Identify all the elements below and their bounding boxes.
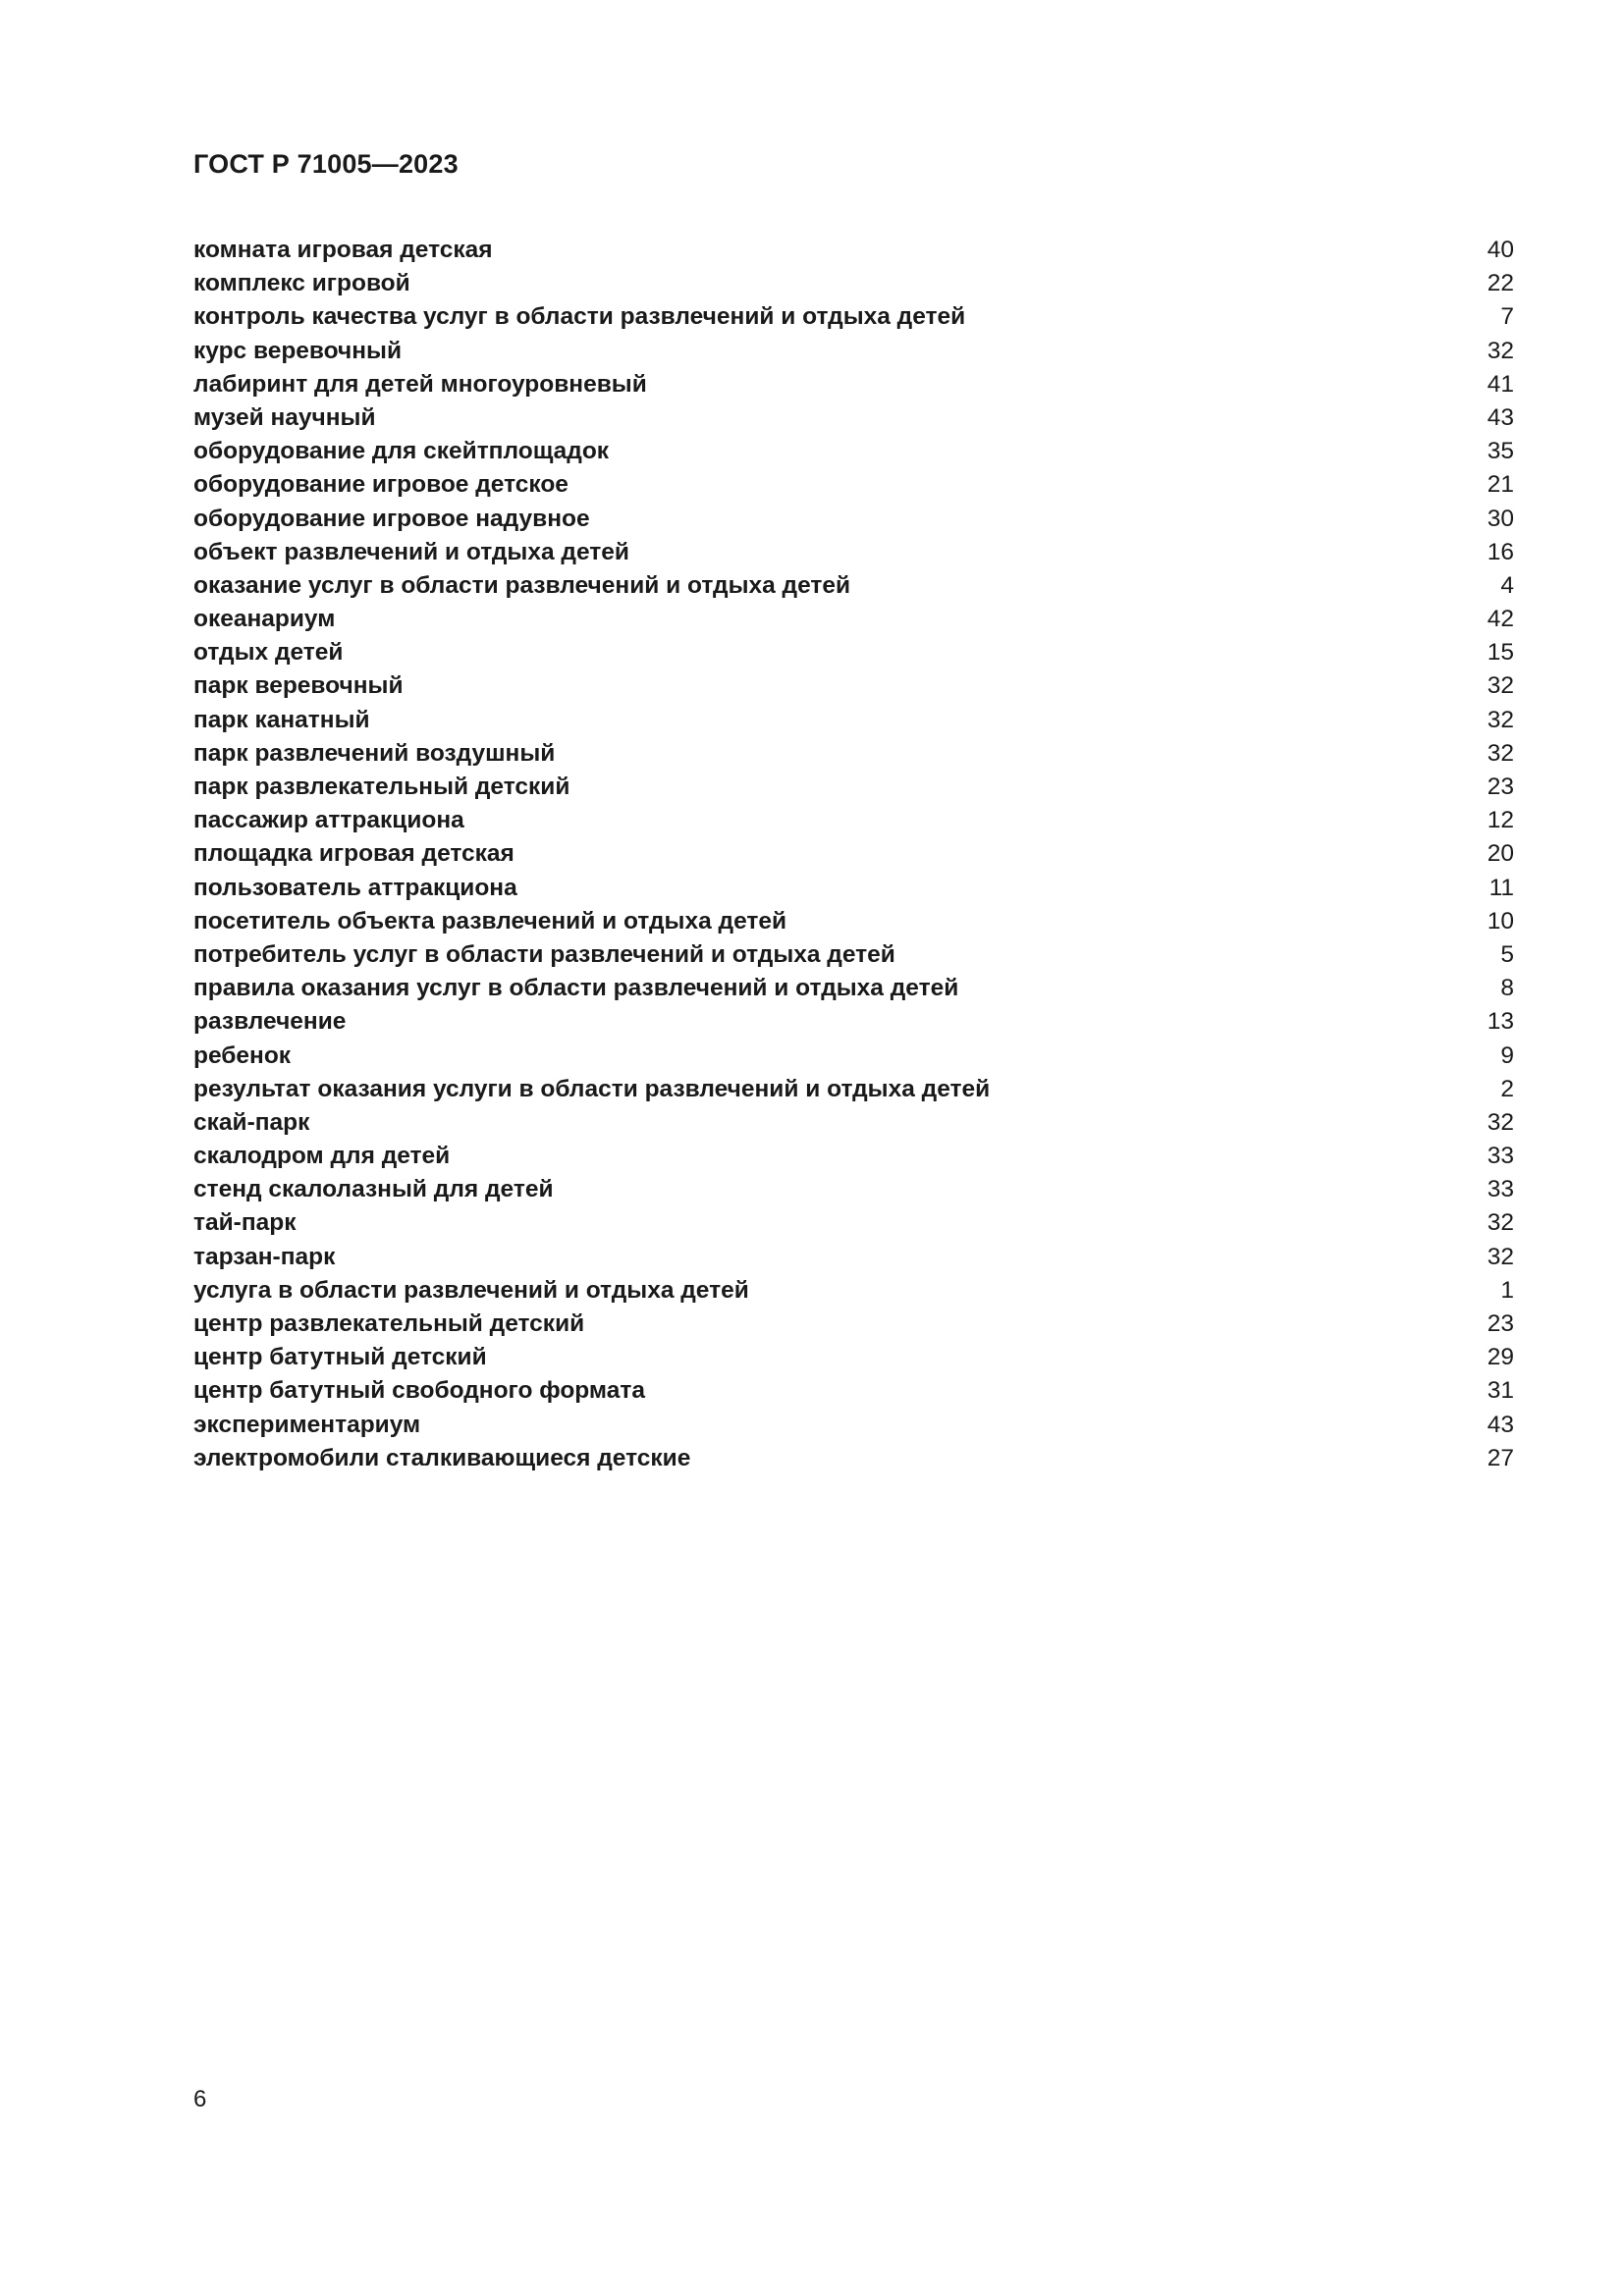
index-entry xyxy=(193,905,1514,938)
index-entry xyxy=(193,300,1514,334)
index-term: центр батутный детский xyxy=(193,1344,487,1371)
index-term-number: 30 xyxy=(1487,505,1514,532)
index-term: оборудование игровое надувное xyxy=(193,505,590,532)
index-term: пассажир аттракциона xyxy=(193,807,464,834)
index-term-number: 31 xyxy=(1487,1377,1514,1405)
index-term: посетитель объекта развлечений и отдыха детей xyxy=(193,907,787,934)
index-term-number: 9 xyxy=(1500,1041,1514,1069)
index-term-number: 40 xyxy=(1487,237,1514,263)
index-term: развлечение xyxy=(193,1008,347,1036)
index-term: площадка игровая детская xyxy=(193,840,514,868)
index-term-number: 42 xyxy=(1487,606,1514,633)
index-term: контроль качества услуг в области развлечений и отдыха детей xyxy=(193,303,966,331)
index-entry xyxy=(193,468,1514,502)
index-entry xyxy=(193,737,1514,771)
index-term-number: 8 xyxy=(1500,975,1514,1002)
index-term-number: 43 xyxy=(1487,1411,1514,1438)
index-term: парк развлечений воздушный xyxy=(193,739,556,767)
index-term-number: 33 xyxy=(1487,1176,1514,1203)
index-entry xyxy=(193,1206,1514,1240)
index-term: стенд скалолазный для детей xyxy=(193,1176,554,1203)
index-term: скалодром для детей xyxy=(193,1143,451,1170)
index-term-number: 12 xyxy=(1487,807,1514,834)
index-entry xyxy=(193,569,1514,603)
index-term-number: 32 xyxy=(1487,337,1514,364)
index-term-number: 7 xyxy=(1500,303,1514,331)
index-entry xyxy=(193,872,1514,905)
document-header: ГОСТ Р 71005—2023 xyxy=(193,149,459,179)
index-term-number: 32 xyxy=(1487,739,1514,767)
index-term: правила оказания услуг в области развлечений и отдыха детей xyxy=(193,975,959,1002)
index-term: океанариум xyxy=(193,606,336,633)
index-term: скай-парк xyxy=(193,1108,310,1136)
index-term-number: 27 xyxy=(1487,1444,1514,1471)
index-entry xyxy=(193,1241,1514,1274)
index-entry xyxy=(193,401,1514,435)
index-entry xyxy=(193,503,1514,536)
index-entry xyxy=(193,1173,1514,1206)
index-term-number: 16 xyxy=(1487,538,1514,565)
index-term: оборудование игровое детское xyxy=(193,471,568,499)
index-term-number: 23 xyxy=(1487,1310,1514,1337)
index-entry xyxy=(193,669,1514,703)
index-entry xyxy=(193,1409,1514,1442)
index-term-number: 32 xyxy=(1487,1108,1514,1136)
index-entry xyxy=(193,1341,1514,1374)
index-entry xyxy=(193,368,1514,401)
index-entry xyxy=(193,1442,1514,1475)
index-term: экспериментариум xyxy=(193,1411,421,1438)
index-term-number: 15 xyxy=(1487,639,1514,667)
index-term: отдых детей xyxy=(193,639,344,667)
index-term-number: 32 xyxy=(1487,672,1514,700)
index-term-number: 29 xyxy=(1487,1344,1514,1371)
index-entry xyxy=(193,1040,1514,1073)
index-term-number: 21 xyxy=(1487,471,1514,499)
index-term-number: 1 xyxy=(1500,1276,1514,1304)
index-term-number: 10 xyxy=(1487,907,1514,934)
index-term: ребенок xyxy=(193,1041,292,1069)
index-term: тай-парк xyxy=(193,1209,297,1237)
index-term: центр батутный свободного формата xyxy=(193,1377,645,1405)
index-entry xyxy=(193,1374,1514,1408)
index-term-number: 13 xyxy=(1487,1008,1514,1036)
index-term-number: 4 xyxy=(1500,571,1514,599)
index-term: электромобили сталкивающиеся детские xyxy=(193,1444,691,1471)
index-entry xyxy=(193,1308,1514,1341)
index-term: парк развлекательный детский xyxy=(193,774,570,800)
index-entry xyxy=(193,536,1514,569)
index-term: услуга в области развлечений и отдыха детей xyxy=(193,1276,749,1304)
page-number: 6 xyxy=(193,2086,207,2112)
index-entry xyxy=(193,435,1514,468)
index-entry xyxy=(193,771,1514,804)
index-term: курс веревочный xyxy=(193,337,403,364)
index-term-number: 41 xyxy=(1487,370,1514,398)
index-term: тарзан-парк xyxy=(193,1243,336,1270)
index-term: парк веревочный xyxy=(193,672,404,700)
index-entry xyxy=(193,1274,1514,1308)
index-term-number: 43 xyxy=(1487,403,1514,431)
index-term: комплекс игровой xyxy=(193,270,410,297)
index-entry xyxy=(193,704,1514,737)
index-term-number: 35 xyxy=(1487,438,1514,465)
index-term: лабиринт для детей многоуровневый xyxy=(193,370,647,398)
index-term-number: 2 xyxy=(1500,1075,1514,1102)
index-term-number: 5 xyxy=(1500,940,1514,968)
index-entry xyxy=(193,1005,1514,1039)
index-entry xyxy=(193,234,1514,267)
index-term-number: 32 xyxy=(1487,1243,1514,1270)
alphabetical-index xyxy=(193,234,1514,1475)
index-term-number: 11 xyxy=(1489,874,1514,901)
index-entry xyxy=(193,938,1514,972)
index-term-number: 22 xyxy=(1487,270,1514,297)
index-term: парк канатный xyxy=(193,706,370,733)
index-term: пользователь аттракциона xyxy=(193,874,517,901)
index-term: оказание услуг в области развлечений и отдыха детей xyxy=(193,571,851,599)
index-entry xyxy=(193,1106,1514,1140)
index-entry xyxy=(193,603,1514,636)
index-entry xyxy=(193,837,1514,871)
index-entry xyxy=(193,1140,1514,1173)
index-term-number: 20 xyxy=(1487,840,1514,868)
index-entry xyxy=(193,267,1514,300)
index-entry xyxy=(193,335,1514,368)
index-entry xyxy=(193,1073,1514,1106)
index-term: объект развлечений и отдыха детей xyxy=(193,538,629,565)
index-entry xyxy=(193,972,1514,1005)
index-term: центр развлекательный детский xyxy=(193,1310,585,1337)
index-term-number: 33 xyxy=(1487,1143,1514,1170)
index-entry xyxy=(193,636,1514,669)
index-term-number: 23 xyxy=(1487,774,1514,800)
index-entry xyxy=(193,804,1514,837)
index-term: музей научный xyxy=(193,403,376,431)
index-term-number: 32 xyxy=(1487,1209,1514,1237)
index-term: комната игровая детская xyxy=(193,237,493,263)
index-term: результат оказания услуги в области развлечений и отдыха детей xyxy=(193,1075,991,1102)
index-term: потребитель услуг в области развлечений и отдыха детей xyxy=(193,940,895,968)
index-term-number: 32 xyxy=(1487,706,1514,733)
index-term: оборудование для скейтплощадок xyxy=(193,438,610,465)
